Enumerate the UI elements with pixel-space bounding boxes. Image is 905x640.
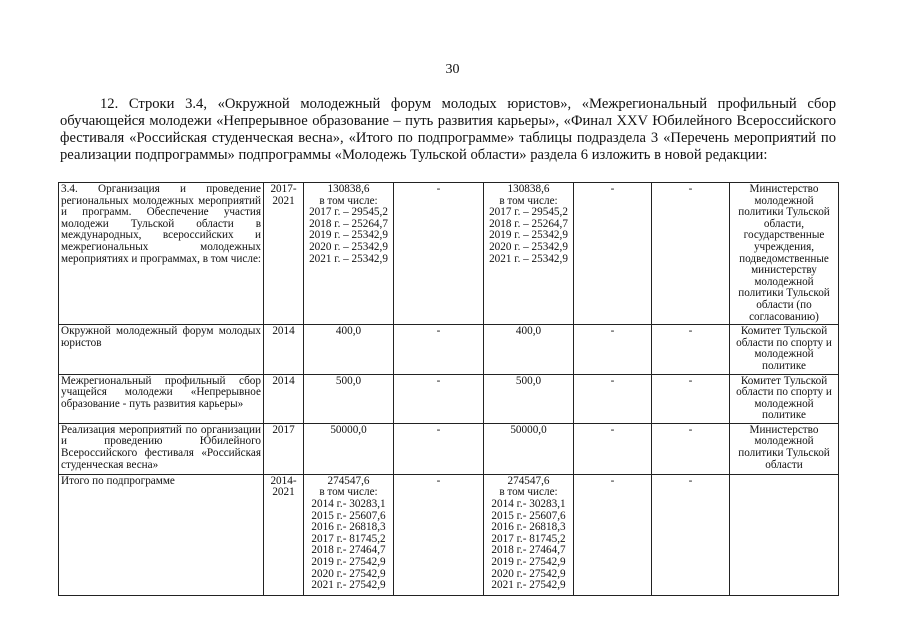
cell-line: 50000,0: [510, 423, 547, 436]
period-cell: 2017: [264, 423, 304, 474]
period-cell: 2017-2021: [264, 183, 304, 325]
cell-line: 2017 г. – 29545,2: [309, 206, 388, 219]
regional-budget-cell: [484, 374, 574, 423]
cell-line: 2020 г.- 27542,9: [311, 567, 386, 580]
cell-line: 2021 г.- 27542,9: [311, 579, 386, 592]
cell-line: 130838,6: [507, 183, 550, 195]
cell-line: 50000,0: [330, 423, 367, 436]
intro-text: 12. Строки 3.4, «Окружной молодежный форум молодых юристов», «Межрегиональный профильный сбор обучающейся молодежи «Непрерывное образование – путь развития карьеры», «Финал XXV Юбилейного Всероссийского фестиваля «Российская студенческая весна», «Итого по подпрограмме» таблицы подраздела 3 «Перечень мероприятий по реализации подпрограммы» подпрограммы «Молодежь Тульской области» раздела 6 изложить в новой редакции:: [60, 96, 836, 163]
regional-budget-cell: [484, 423, 574, 474]
cell-line: 2019 г.- 27542,9: [491, 556, 566, 569]
cell-line: в том числе:: [499, 194, 558, 207]
cell-line: 2019 г. – 25342,9: [489, 229, 568, 242]
cell-line: 2020 г.- 27542,9: [491, 567, 566, 580]
page-number: 30: [445, 62, 460, 77]
table-row: [59, 423, 839, 474]
extrabudget-cell: -: [652, 183, 730, 325]
measure-name-cell: Окружной молодежный форум молодых юристов: [59, 325, 264, 374]
extrabudget-cell: -: [652, 423, 730, 474]
measure-name-cell: Реализация мероприятий по организации и проведению Юбилейного Всероссийского фестиваля «Российская студенческая весна»: [59, 423, 264, 474]
local-budget-cell: -: [574, 183, 652, 325]
local-budget-cell: -: [574, 474, 652, 595]
cell-line: 130838,6: [327, 183, 370, 195]
cell-line: 274547,6: [507, 474, 550, 487]
extrabudget-cell: -: [652, 325, 730, 374]
cell-line: 2019 г. – 25342,9: [309, 229, 388, 242]
cell-line: 2017 г.- 81745,2: [311, 532, 386, 545]
table-row: [59, 183, 839, 325]
cell-line: 2020 г. – 25342,9: [489, 240, 568, 253]
executor-cell: Министерство молодежной политики Тульской области, государственные учреждения, подведомственные министерству молодежной политики Тульской области (по согласованию): [730, 183, 839, 325]
federal-budget-cell: -: [394, 325, 484, 374]
cell-line: в том числе:: [499, 486, 558, 499]
cell-line: 2017 г.- 81745,2: [491, 532, 566, 545]
cell-line: 2017 г. – 29545,2: [489, 206, 568, 219]
cell-line: 2020 г. – 25342,9: [309, 240, 388, 253]
cell-line: 2016 г.- 26818,3: [311, 521, 386, 534]
cell-line: 2021 г. – 25342,9: [309, 252, 388, 265]
cell-line: 2016 г.- 26818,3: [491, 521, 566, 534]
cell-line: 500,0: [515, 374, 542, 387]
cell-line: 2015 г.- 25607,6: [491, 509, 566, 522]
table-row: [59, 374, 839, 423]
local-budget-cell: -: [574, 423, 652, 474]
executor-cell: Комитет Тульской области по спорту и молодежной политике: [730, 325, 839, 374]
extrabudget-cell: -: [652, 374, 730, 423]
total-amount-cell: [304, 374, 394, 423]
cell-line: 2018 г. – 25264,7: [309, 217, 388, 230]
period-cell: 2014: [264, 325, 304, 374]
measure-name-cell: 3.4. Организация и проведение региональных молодежных мероприятий и программ. Обеспечение участия молодежи Тульской области в международных, всероссийских и межрегиональных молодежных мероприятиях и программах, в том числе:: [59, 183, 264, 325]
cell-line: 2018 г. – 25264,7: [489, 217, 568, 230]
measures-table: [58, 182, 839, 596]
cell-line: 400,0: [335, 325, 362, 338]
federal-budget-cell: -: [394, 374, 484, 423]
cell-line: 2018 г.- 27464,7: [311, 544, 386, 557]
local-budget-cell: -: [574, 374, 652, 423]
regional-budget-cell: [484, 474, 574, 595]
cell-line: 2014 г.- 30283,1: [491, 498, 566, 511]
total-amount-cell: [304, 183, 394, 325]
cell-line: 2021 г.- 27542,9: [491, 579, 566, 592]
cell-line: 2015 г.- 25607,6: [311, 509, 386, 522]
cell-line: в том числе:: [319, 194, 378, 207]
period-cell: 2014-2021: [264, 474, 304, 595]
cell-line: 2018 г.- 27464,7: [491, 544, 566, 557]
intro-paragraph: [60, 96, 836, 164]
federal-budget-cell: -: [394, 423, 484, 474]
table-row: [59, 325, 839, 374]
period-cell: 2014: [264, 374, 304, 423]
local-budget-cell: -: [574, 325, 652, 374]
measure-name-cell: Межрегиональный профильный сбор учащейся молодежи «Непрерывное образование - путь развития карьеры»: [59, 374, 264, 423]
executor-cell: Министерство молодежной политики Тульской области: [730, 423, 839, 474]
regional-budget-cell: [484, 183, 574, 325]
cell-line: в том числе:: [319, 486, 378, 499]
cell-line: 400,0: [515, 325, 542, 338]
federal-budget-cell: -: [394, 183, 484, 325]
cell-line: 274547,6: [327, 474, 370, 487]
total-amount-cell: [304, 423, 394, 474]
federal-budget-cell: -: [394, 474, 484, 595]
total-amount-cell: [304, 474, 394, 595]
cell-line: 2021 г. – 25342,9: [489, 252, 568, 265]
cell-line: 500,0: [335, 374, 362, 387]
regional-budget-cell: [484, 325, 574, 374]
executor-cell: Комитет Тульской области по спорту и молодежной политике: [730, 374, 839, 423]
extrabudget-cell: -: [652, 474, 730, 595]
cell-line: 2019 г.- 27542,9: [311, 556, 386, 569]
measure-name-cell: Итого по подпрограмме: [59, 474, 264, 595]
executor-cell: [730, 474, 839, 595]
cell-line: 2014 г.- 30283,1: [311, 498, 386, 511]
total-amount-cell: [304, 325, 394, 374]
table-row: [59, 474, 839, 595]
